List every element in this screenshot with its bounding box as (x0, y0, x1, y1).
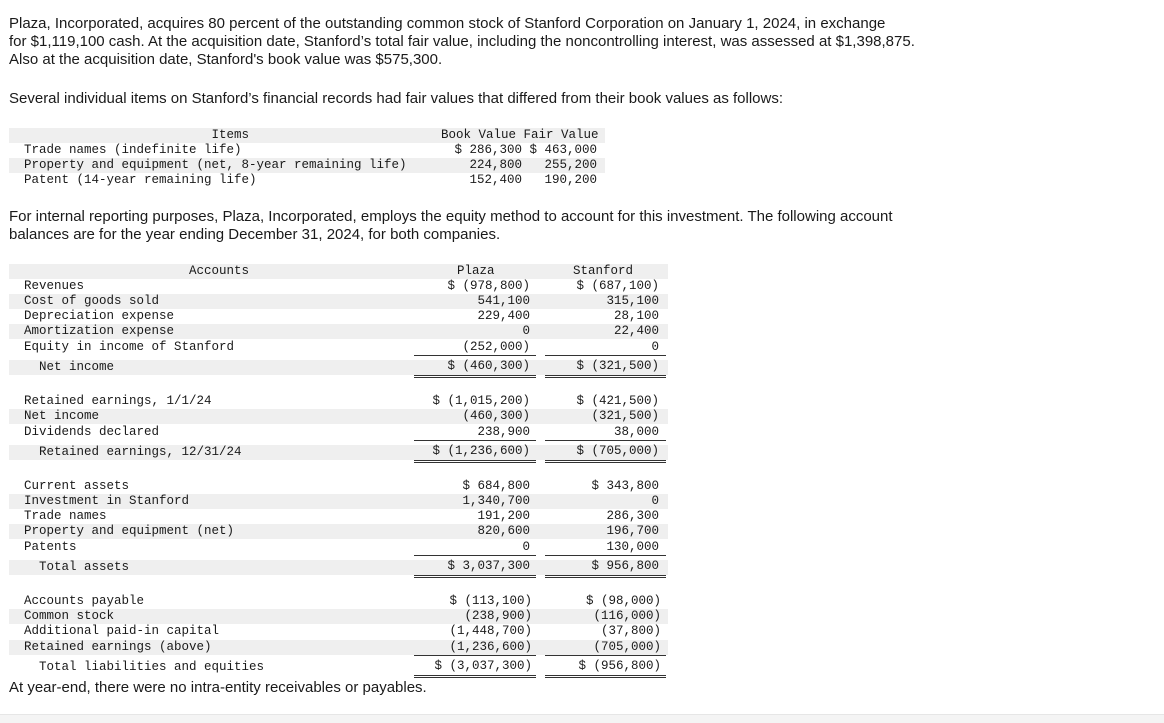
row-plaza: $ (978,800) (447, 279, 530, 293)
subtotal-rule (414, 655, 536, 656)
fv-header-items: Items (211, 128, 249, 142)
row-label: Dividends declared (24, 425, 160, 439)
row-label: Equity in income of Stanford (24, 340, 235, 354)
intro-line-3: Also at the acquisition date, Stanford's book value was $575,300. (9, 51, 443, 68)
intro-line-1: Plaza, Incorporated, acquires 80 percent of the outstanding common stock of Stanford Corporation on January 1, 2024, in exchange (9, 15, 886, 32)
several-items-text: Several individual items on Stanford’s financial records had fair values that differed from their book values as follows: (9, 90, 784, 107)
row-label: Depreciation expense (24, 309, 175, 323)
row-label: Retained earnings (above) (24, 640, 212, 654)
row-stanford: 0 (651, 494, 659, 508)
total-assets-stanford: $ 956,800 (591, 559, 659, 573)
row-plaza: $ 684,800 (462, 479, 530, 493)
row-label: Retained earnings, 1/1/24 (24, 394, 212, 408)
row-label: Property and equipment (net) (24, 524, 235, 538)
subtotal-rule (545, 440, 666, 441)
total-assets-label: Total assets (39, 560, 130, 574)
total-rule (414, 675, 536, 676)
fv-row-item: Patent (14-year remaining life) (24, 173, 257, 187)
total-rule (414, 575, 536, 576)
retained-end-label: Retained earnings, 12/31/24 (39, 445, 242, 459)
row-stanford: 38,000 (613, 425, 659, 439)
internal-text-line-2: balances are for the year ending December 31, 2024, for both companies. (9, 226, 501, 243)
row-stanford: 28,100 (613, 309, 659, 323)
row-stanford: (37,800) (600, 624, 661, 638)
subtotal-rule (545, 655, 666, 656)
fv-row-item: Property and equipment (net, 8-year remaining life) (24, 158, 407, 172)
total-rule (414, 677, 536, 678)
row-label: Cost of goods sold (24, 294, 160, 308)
row-plaza: (460,300) (462, 409, 530, 423)
total-rule (545, 677, 666, 678)
row-label: Trade names (24, 509, 107, 523)
retained-end-plaza: $ (1,236,600) (432, 444, 530, 458)
row-label: Additional paid-in capital (24, 624, 220, 638)
row-plaza: 229,400 (477, 309, 530, 323)
fv-row-item: Trade names (indefinite life) (24, 143, 242, 157)
row-stanford: $ 343,800 (591, 479, 659, 493)
row-stanford: (321,500) (591, 409, 659, 423)
row-stanford: 315,100 (606, 294, 659, 308)
total-assets-plaza: $ 3,037,300 (447, 559, 530, 573)
fv-row-values: 224,800 255,200 (469, 158, 597, 172)
row-label: Current assets (24, 479, 130, 493)
row-plaza: 0 (522, 324, 530, 338)
row-label: Net income (24, 409, 100, 423)
header-stanford: Stanford (573, 264, 634, 278)
row-stanford: 196,700 (606, 524, 659, 538)
net-income-stanford: $ (321,500) (576, 359, 659, 373)
row-label: Revenues (24, 279, 85, 293)
row-plaza: 1,340,700 (462, 494, 530, 508)
subtotal-rule (545, 355, 666, 356)
total-rule (414, 462, 536, 463)
row-plaza: 0 (522, 540, 530, 554)
row-stanford: $ (98,000) (585, 594, 661, 608)
total-rule (545, 462, 666, 463)
net-income-label: Net income (39, 360, 115, 374)
total-rule (414, 375, 536, 376)
total-rule (414, 577, 536, 578)
fv-header-values: Book Value Fair Value (441, 128, 599, 142)
intro-line-2: for $1,119,100 cash. At the acquisition date, Stanford’s total fair value, including the noncontrolling interest, was assessed at $1,398,875. (9, 33, 915, 50)
net-income-plaza: $ (460,300) (447, 359, 530, 373)
total-rule (545, 675, 666, 676)
total-liab-stanford: $ (956,800) (578, 659, 661, 673)
fv-row-values: 152,400 190,200 (469, 173, 597, 187)
row-plaza: $ (1,015,200) (432, 394, 530, 408)
row-label: Amortization expense (24, 324, 175, 338)
row-plaza: 541,100 (477, 294, 530, 308)
total-rule (545, 377, 666, 378)
total-rule (545, 575, 666, 576)
subtotal-rule (414, 440, 536, 441)
row-label: Accounts payable (24, 594, 145, 608)
row-plaza: 191,200 (477, 509, 530, 523)
total-rule (545, 577, 666, 578)
fv-row-values: $ 286,300 $ 463,000 (454, 143, 597, 157)
row-stanford: 130,000 (606, 540, 659, 554)
row-plaza: 820,600 (477, 524, 530, 538)
row-label: Common stock (24, 609, 115, 623)
subtotal-rule (545, 555, 666, 556)
row-label: Investment in Stanford (24, 494, 190, 508)
retained-end-stanford: $ (705,000) (576, 444, 659, 458)
header-accounts: Accounts (188, 264, 249, 278)
row-label: Patents (24, 540, 77, 554)
total-liab-plaza: $ (3,037,300) (434, 659, 532, 673)
total-rule (545, 375, 666, 376)
row-plaza: (238,900) (464, 609, 532, 623)
header-plaza: Plaza (457, 264, 495, 278)
subtotal-rule (414, 555, 536, 556)
row-stanford: (116,000) (593, 609, 661, 623)
total-rule (414, 460, 536, 461)
row-plaza: (1,448,700) (449, 624, 532, 638)
row-plaza: (1,236,600) (449, 640, 532, 654)
row-plaza: 238,900 (477, 425, 530, 439)
row-stanford: $ (421,500) (576, 394, 659, 408)
subtotal-rule (414, 355, 536, 356)
footer-text: At year-end, there were no intra-entity receivables or payables. (9, 679, 427, 696)
row-plaza: (252,000) (462, 340, 530, 354)
row-stanford: (705,000) (593, 640, 661, 654)
internal-text-line-1: For internal reporting purposes, Plaza, Incorporated, employs the equity method to account for this investment. The following account (9, 208, 893, 225)
total-liab-label: Total liabilities and equities (39, 660, 265, 674)
total-rule (545, 460, 666, 461)
row-stanford: $ (687,100) (576, 279, 659, 293)
row-stanford: 0 (651, 340, 659, 354)
row-stanford: 286,300 (606, 509, 659, 523)
row-stanford: 22,400 (613, 324, 659, 338)
total-rule (414, 377, 536, 378)
row-plaza: $ (113,100) (449, 594, 532, 608)
